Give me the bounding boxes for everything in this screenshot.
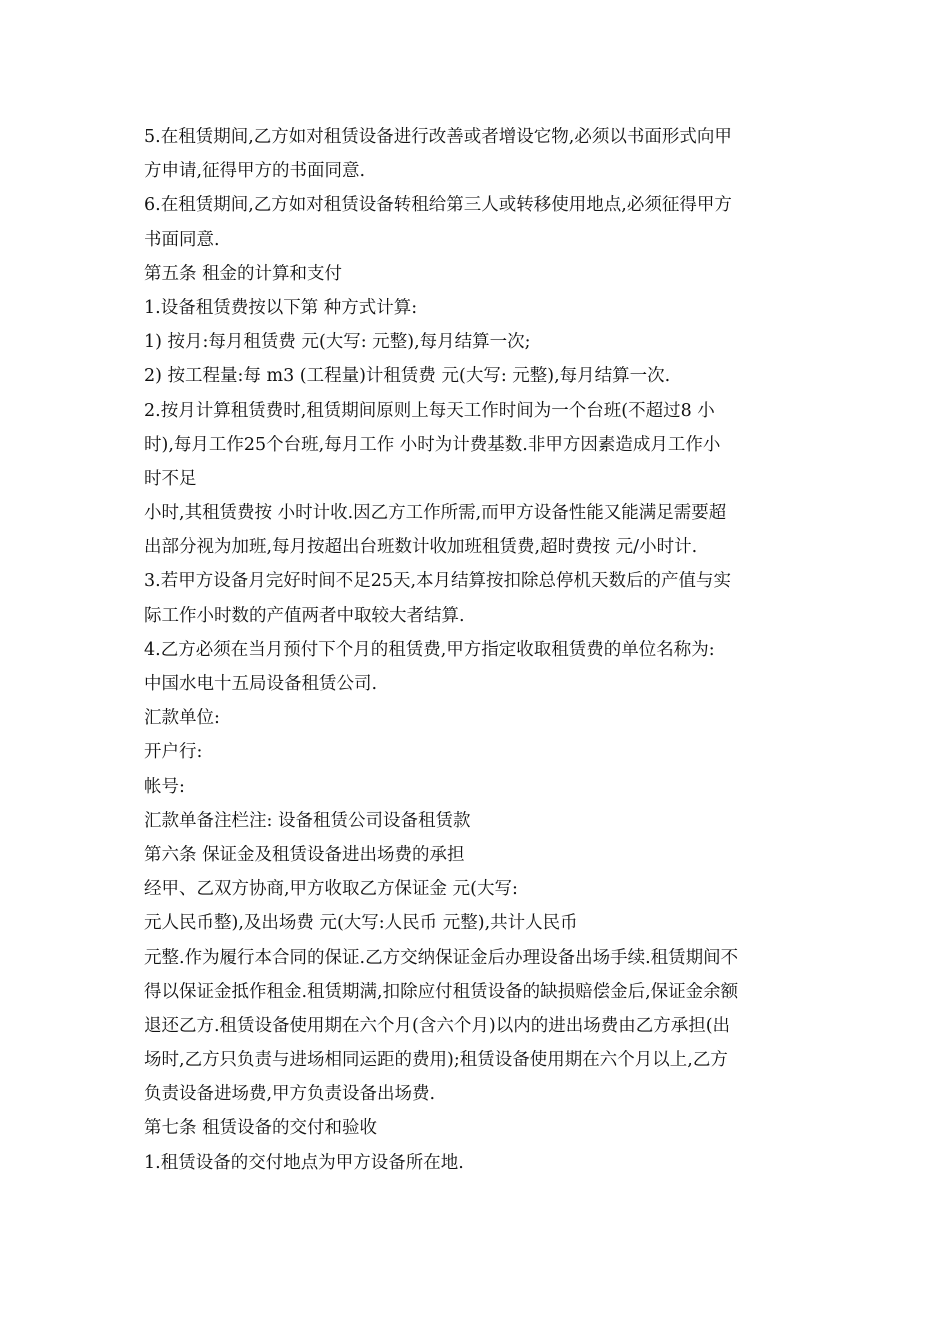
text-line: 退还乙方.租赁设备使用期在六个月(含六个月)以内的进出场费由乙方承担(出 [144,1015,731,1036]
text-line: 1.设备租赁费按以下第 种方式计算: [144,297,418,318]
section-heading: 第七条 租赁设备的交付和验收 [144,1118,378,1139]
text-line: 方申请,征得甲方的书面同意. [144,161,366,182]
text-line: 时不足 [144,468,197,489]
text-line: 中国水电十五局设备租赁公司. [144,674,378,694]
text-line: 4.乙方必须在当月预付下个月的租赁费,甲方指定收取租赁费的单位名称为: [144,639,715,660]
text-line: 2) 按工程量:每 m3 (工程量)计租赁费 元(大写: 元整),每月结算一次. [144,366,671,387]
text-line: 小时,其租赁费按 小时计收.因乙方工作所需,而甲方设备性能又能满足需要超 [144,503,727,524]
section-heading: 第五条 租金的计算和支付 [144,263,343,284]
text-line: 汇款单备注栏注: 设备租赁公司设备租赁款 [144,810,471,831]
text-line: 元人民币整),及出场费 元(大写:人民币 元整),共计人民币 [144,913,578,934]
text-line: 际工作小时数的产值两者中取较大者结算. [144,605,465,626]
text-line: 出部分视为加班,每月按超出台班数计收加班租赁费,超时费按 元/小时计. [144,537,698,558]
text-line: 负责设备进场费,甲方负责设备出场费. [144,1084,436,1105]
text-line: 得以保证金抵作租金.租赁期满,扣除应付租赁设备的缺损赔偿金后,保证金余额 [144,981,739,1002]
section-heading: 第六条 保证金及租赁设备进出场费的承担 [144,844,465,865]
text-line: 2.按月计算租赁费时,租赁期间原则上每天工作时间为一个台班(不超过8 小 [144,400,715,421]
text-line: 1) 按月:每月租赁费 元(大写: 元整),每月结算一次; [144,332,531,353]
text-line: 经甲、乙双方协商,甲方收取乙方保证金 元(大写: [144,879,518,900]
text-line: 6.在租赁期间,乙方如对租赁设备转租给第三人或转移使用地点,必须征得甲方 [144,195,732,216]
text-line: 场时,乙方只负责与进场相同运距的费用);租赁设备使用期在六个月以上,乙方 [144,1050,728,1071]
text-line: 时),每月工作25个台班,每月工作 小时为计费基数.非甲方因素造成月工作小 [144,434,721,455]
text-line: 书面同意. [144,229,220,250]
text-line: 汇款单位: [144,708,220,729]
text-line: 1.租赁设备的交付地点为甲方设备所在地. [144,1152,464,1173]
text-line: 帐号: [144,776,185,797]
text-line: 元整.作为履行本合同的保证.乙方交纳保证金后办理设备出场手续.租赁期间不 [144,947,739,968]
document-body [144,120,810,1180]
text-line: 开户行: [144,742,203,763]
text-line: 3.若甲方设备月完好时间不足25天,本月结算按扣除总停机天数后的产值与实 [144,571,732,592]
text-line: 5.在租赁期间,乙方如对租赁设备进行改善或者增设它物,必须以书面形式向甲 [144,127,732,147]
